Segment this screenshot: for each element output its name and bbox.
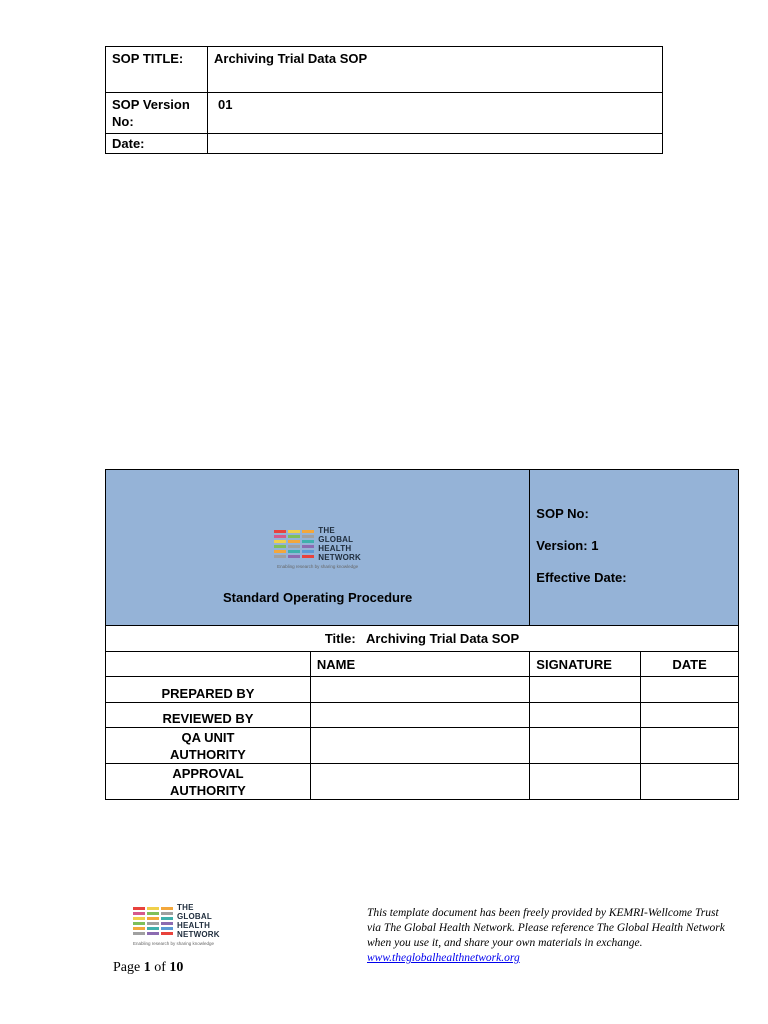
version-label: Version: 1 bbox=[536, 538, 599, 553]
footer-logo-mark-icon bbox=[133, 907, 173, 935]
logo-stripe bbox=[274, 550, 286, 553]
logo-stripe bbox=[147, 912, 159, 915]
title-value: Archiving Trial Data SOP bbox=[366, 631, 520, 646]
footer-logo-tagline: Enabling research by sharing knowledge bbox=[133, 941, 215, 946]
column-name: NAME bbox=[310, 652, 529, 677]
logo-stripe bbox=[147, 927, 159, 930]
logo-stripe bbox=[147, 922, 159, 925]
logo-stripe bbox=[161, 907, 173, 910]
name-cell bbox=[310, 703, 529, 728]
logo-tagline: Enabling research by sharing knowledge bbox=[277, 564, 359, 569]
date-value bbox=[208, 134, 663, 154]
logo-line-3: HEALTH bbox=[318, 544, 352, 553]
logo-stripe bbox=[147, 917, 159, 920]
logo-stripe bbox=[302, 550, 314, 553]
effective-date-label: Effective Date: bbox=[536, 570, 627, 585]
logo-stripe bbox=[302, 545, 314, 548]
signature-cell bbox=[530, 703, 641, 728]
logo-line-1: THE bbox=[318, 526, 335, 535]
credit-link[interactable]: www.theglobalhealthnetwork.org bbox=[367, 952, 520, 964]
date-cell bbox=[641, 703, 739, 728]
date-cell bbox=[641, 677, 739, 703]
global-health-network-logo bbox=[274, 526, 361, 562]
header-empty-cell bbox=[106, 652, 311, 677]
role-approval-authority: APPROVAL AUTHORITY bbox=[106, 764, 311, 800]
sop-no-label: SOP No: bbox=[536, 506, 589, 521]
page-prefix: Page bbox=[113, 960, 144, 975]
table-row bbox=[106, 703, 739, 728]
credit-text: This template document has been freely provided by KEMRI-Wellcome Trust via The Global Health Network. Please reference The Global Health Network when you use it, and share your own materials in exchange. bbox=[367, 907, 725, 949]
page-number bbox=[113, 960, 183, 976]
approval-header-right bbox=[530, 470, 739, 626]
sop-version-value: 01 bbox=[208, 93, 663, 134]
table-row bbox=[106, 728, 739, 764]
logo-stripe bbox=[274, 535, 286, 538]
logo-stripe bbox=[302, 535, 314, 538]
column-signature: SIGNATURE bbox=[530, 652, 641, 677]
sop-title-value: Archiving Trial Data SOP bbox=[208, 47, 663, 93]
sop-header-table bbox=[105, 46, 663, 154]
approval-header-left bbox=[106, 470, 530, 626]
page-total: 10 bbox=[169, 960, 184, 975]
logo-stripe bbox=[274, 545, 286, 548]
logo-line-4: NETWORK bbox=[318, 553, 361, 562]
sop-title-label: SOP TITLE: bbox=[106, 47, 208, 93]
signature-cell bbox=[530, 728, 641, 764]
name-cell bbox=[310, 764, 529, 800]
logo-stripe bbox=[161, 912, 173, 915]
logo-stripe bbox=[147, 932, 159, 935]
role-reviewed-by: REVIEWED BY bbox=[106, 703, 311, 728]
table-row bbox=[106, 764, 739, 800]
signature-cell bbox=[530, 764, 641, 800]
logo-stripe bbox=[161, 932, 173, 935]
logo-stripe bbox=[274, 540, 286, 543]
role-prepared-by: PREPARED BY bbox=[106, 677, 311, 703]
logo-stripe bbox=[133, 927, 145, 930]
sop-title-row bbox=[106, 626, 739, 652]
name-cell bbox=[310, 728, 529, 764]
page-current: 1 bbox=[143, 960, 151, 975]
footer-logo-line-4: NETWORK bbox=[177, 930, 220, 939]
logo-stripe bbox=[161, 917, 173, 920]
footer-logo bbox=[133, 903, 220, 946]
logo-stripe bbox=[288, 540, 300, 543]
logo-stripe bbox=[161, 927, 173, 930]
footer-logo-line-1: THE bbox=[177, 903, 194, 912]
logo-mark-icon bbox=[274, 530, 314, 558]
page-of: of bbox=[150, 960, 170, 975]
signature-cell bbox=[530, 677, 641, 703]
sop-version-label: SOP Version No: bbox=[106, 93, 208, 134]
column-date: DATE bbox=[641, 652, 739, 677]
logo-stripe bbox=[288, 530, 300, 533]
logo-stripe bbox=[133, 917, 145, 920]
logo-stripe bbox=[288, 550, 300, 553]
logo-stripe bbox=[133, 907, 145, 910]
approval-table bbox=[105, 469, 739, 800]
table-row bbox=[106, 677, 739, 703]
logo-stripe bbox=[133, 912, 145, 915]
date-cell bbox=[641, 764, 739, 800]
logo-stripe bbox=[302, 540, 314, 543]
logo-stripe bbox=[133, 932, 145, 935]
logo-line-2: GLOBAL bbox=[318, 535, 354, 544]
logo-stripe bbox=[133, 922, 145, 925]
logo-stripe bbox=[288, 545, 300, 548]
logo-stripe bbox=[288, 555, 300, 558]
logo-stripe bbox=[302, 555, 314, 558]
role-qa-unit-authority: QA UNIT AUTHORITY bbox=[106, 728, 311, 764]
logo-stripe bbox=[274, 555, 286, 558]
logo-stripe bbox=[147, 907, 159, 910]
logo-stripe bbox=[161, 922, 173, 925]
logo-stripe bbox=[288, 535, 300, 538]
logo-stripe bbox=[302, 530, 314, 533]
date-label: Date: bbox=[106, 134, 208, 154]
footer-logo-line-2: GLOBAL bbox=[177, 912, 212, 921]
date-cell bbox=[641, 728, 739, 764]
name-cell bbox=[310, 677, 529, 703]
title-label: Title: bbox=[324, 631, 356, 646]
approval-header-title: Standard Operating Procedure bbox=[223, 590, 413, 605]
credit-note bbox=[367, 906, 727, 966]
logo-stripe bbox=[274, 530, 286, 533]
footer-logo-line-3: HEALTH bbox=[177, 921, 211, 930]
